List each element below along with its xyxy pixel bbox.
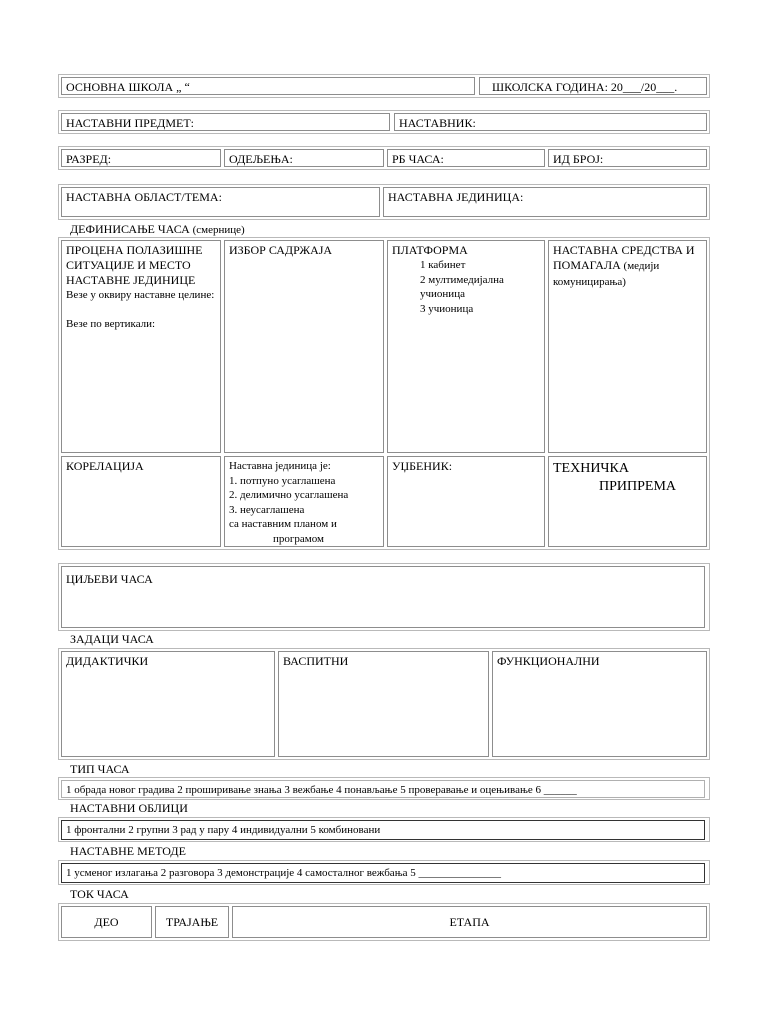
- lesson-flow-duration-header: [155, 906, 229, 938]
- topic-row: [58, 184, 710, 220]
- lesson-flow-part-header: [61, 906, 152, 938]
- educational-tasks-label: ВАСПИТНИ: [283, 654, 349, 668]
- teaching-aids-note: (медији комуницирања): [553, 260, 660, 288]
- assessment-heading: ПРОЦЕНА ПОЛАЗИШНЕ СИТУАЦИЈЕ И МЕСТО НАСТАВНЕ ЈЕДИНИЦЕ: [66, 243, 203, 287]
- technical-preparation-line-2: ПРИПРЕМА: [599, 479, 677, 494]
- section-label: ОДЕЉЕЊА:: [229, 152, 293, 166]
- platform-item-3: 3 учионица: [420, 302, 474, 315]
- school-name-label: ОСНОВНА ШКОЛА „ “: [66, 80, 190, 94]
- definition-title: [70, 222, 245, 237]
- school-year-field[interactable]: [479, 77, 707, 95]
- school-name-field[interactable]: [61, 77, 475, 95]
- grade-field[interactable]: [61, 149, 221, 167]
- platform-item-1: 1 кабинет: [420, 259, 466, 271]
- lesson-number-label: РБ ЧАСА:: [392, 152, 444, 166]
- goals-label: ЦИЉЕВИ ЧАСА: [66, 572, 153, 586]
- unit-status-tail-2: програмом: [273, 532, 324, 545]
- definition-title-note: (смернице): [189, 224, 245, 236]
- unit-status-item-1: 1. потпуно усаглашена: [229, 474, 336, 487]
- correlation-heading: КОРЕЛАЦИЈА: [66, 459, 144, 473]
- unit-status-tail-1: са наставним планом и: [229, 518, 337, 530]
- tasks-table: [58, 648, 710, 760]
- area-topic-label: НАСТАВНА ОБЛАСТ/ТЕМА:: [66, 190, 222, 204]
- subject-field[interactable]: [61, 113, 390, 131]
- correlation-cell[interactable]: [61, 456, 221, 547]
- unit-status-item-2: 2. делимично усаглашена: [229, 489, 349, 501]
- platform-cell[interactable]: [387, 240, 545, 453]
- functional-tasks-label: ФУНКЦИОНАЛНИ: [497, 654, 600, 668]
- goals-box: [58, 563, 710, 631]
- teaching-forms-box: [58, 817, 710, 842]
- subject-label: НАСТАВНИ ПРЕДМЕТ:: [66, 116, 194, 130]
- assessment-links-vertical: Везе по вертикали:: [66, 317, 156, 330]
- teacher-field[interactable]: [394, 113, 707, 131]
- assessment-links-unit: Везе у оквиру наставне целине:: [66, 289, 215, 301]
- lesson-flow-table: [58, 903, 710, 941]
- class-row: [58, 146, 710, 170]
- functional-tasks-field[interactable]: [492, 651, 707, 757]
- lesson-flow-duration-label: ТРАЈАЊЕ: [165, 914, 219, 929]
- grade-label: РАЗРЕД:: [66, 152, 112, 166]
- section-field[interactable]: [224, 149, 384, 167]
- teaching-aids-cell[interactable]: [548, 240, 707, 453]
- educational-tasks-field[interactable]: [278, 651, 489, 757]
- lesson-type-options[interactable]: [61, 780, 705, 798]
- teaching-unit-field[interactable]: [383, 187, 707, 217]
- assessment-cell[interactable]: [61, 240, 221, 453]
- lesson-flow-stage-label: ЕТАПА: [449, 914, 490, 929]
- header-row: [58, 74, 710, 98]
- platform-item-2: 2 мултимедијална учионица: [420, 273, 504, 300]
- unit-status-cell[interactable]: [224, 456, 384, 547]
- lesson-type-title: ТИП ЧАСА: [70, 762, 130, 776]
- definition-table: [58, 237, 710, 550]
- id-number-label: ИД БРОЈ:: [553, 152, 604, 166]
- teaching-methods-title: НАСТАВНЕ МЕТОДЕ: [70, 844, 186, 858]
- assessment-spacer: [66, 303, 216, 317]
- textbook-cell[interactable]: [387, 456, 545, 547]
- unit-status-title: Наставна јединица је:: [229, 460, 331, 472]
- content-choice-cell[interactable]: [224, 240, 384, 453]
- teacher-label: НАСТАВНИК:: [399, 116, 476, 130]
- teaching-methods-box: [58, 860, 710, 885]
- content-choice-heading: ИЗБОР САДРЖАЈА: [229, 243, 333, 257]
- teaching-methods-options-text: 1 усменог излагања 2 разговора 3 демонстрације 4 самосталног вежбања 5 _______________: [66, 867, 502, 879]
- teaching-forms-title: НАСТАВНИ ОБЛИЦИ: [70, 801, 188, 815]
- teaching-unit-label: НАСТАВНА ЈЕДИНИЦА:: [388, 190, 524, 204]
- teaching-forms-options-text: 1 фронтални 2 групни 3 рад у пару 4 индивидуални 5 комбиновани: [66, 824, 381, 836]
- subject-row: [58, 110, 710, 134]
- lesson-type-options-text: 1 обрада новог градива 2 проширивање знања 3 вежбање 4 понављање 5 проверавање и оцењивање 6 ______: [66, 784, 577, 796]
- didactic-tasks-field[interactable]: [61, 651, 275, 757]
- unit-status-item-3: 3. неусаглашена: [229, 503, 305, 516]
- teaching-aids-heading: НАСТАВНА СРЕДСТВА И ПОМАГАЛА: [553, 243, 695, 272]
- tasks-title: ЗАДАЦИ ЧАСА: [70, 632, 154, 646]
- textbook-heading: УЏБЕНИК:: [392, 459, 453, 473]
- id-number-field[interactable]: [548, 149, 707, 167]
- lesson-number-field[interactable]: [387, 149, 545, 167]
- technical-preparation-line-1: ТЕХНИЧКА: [553, 461, 629, 476]
- platform-heading: ПЛАТФОРМА: [392, 243, 468, 257]
- teaching-forms-options[interactable]: [61, 820, 705, 840]
- definition-title-text: ДЕФИНИСАЊЕ ЧАСА: [70, 222, 190, 236]
- lesson-flow-part-label: ДЕО: [94, 914, 119, 929]
- didactic-tasks-label: ДИДАКТИЧКИ: [66, 654, 149, 668]
- teaching-methods-options[interactable]: [61, 863, 705, 883]
- area-topic-field[interactable]: [61, 187, 380, 217]
- lesson-type-box: [58, 777, 710, 800]
- goals-field[interactable]: [61, 566, 705, 628]
- school-year-label: ШКОЛСКА ГОДИНА: 20___/20___.: [492, 80, 678, 94]
- lesson-flow-title: ТОК ЧАСА: [70, 887, 129, 901]
- technical-preparation-cell[interactable]: [548, 456, 707, 547]
- lesson-flow-stage-header: [232, 906, 707, 938]
